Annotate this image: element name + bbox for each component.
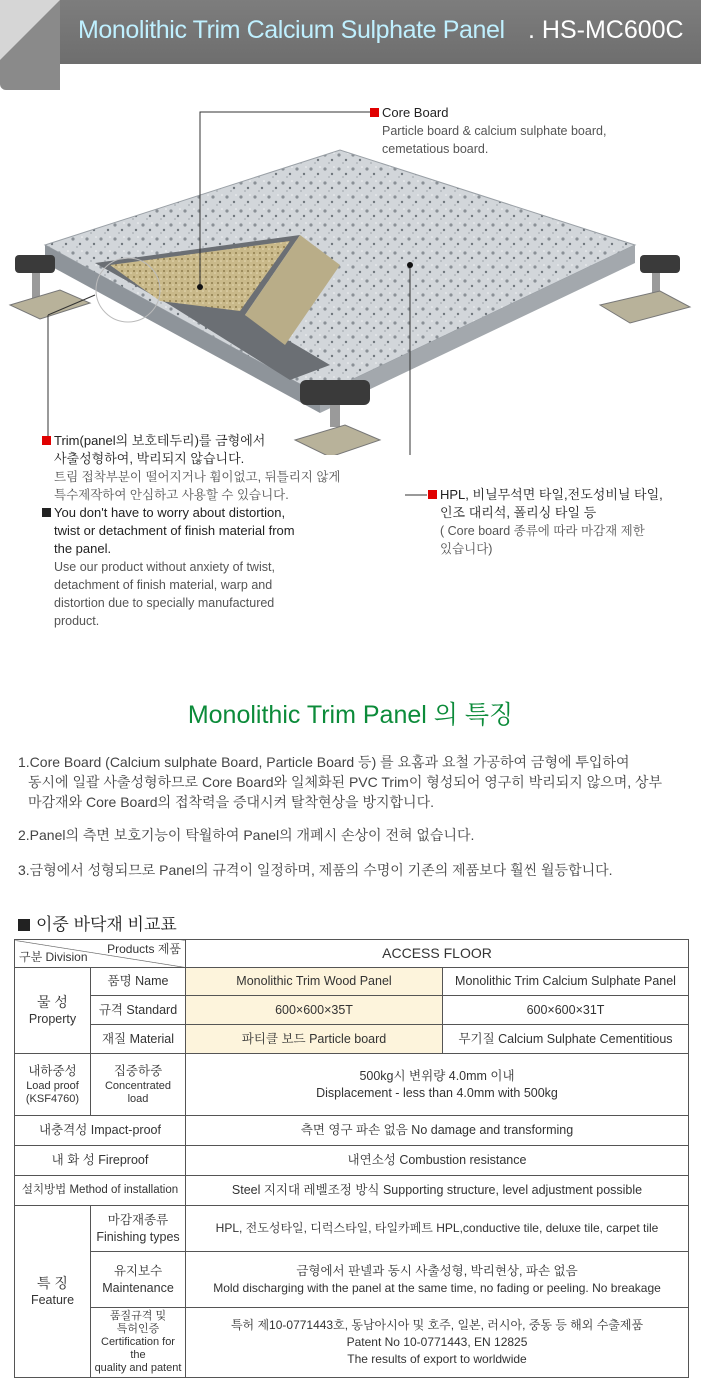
- maintenance-value-2: Mold discharging with the panel at the same time, no fading or peeling. No breakage: [213, 1280, 661, 1295]
- trim-line2: 특수제작하여 안심하고 사용할 수 있습니다.: [54, 488, 289, 502]
- maintenance-value-1: 금형에서 판넬과 동시 사출성형, 박리현상, 파손 없음: [296, 1263, 578, 1278]
- finish-heading2: 인조 대리석, 폴리싱 타일 등: [440, 505, 597, 520]
- trim-en-line1: Use our product without anxiety of twist,: [54, 560, 275, 574]
- feature-item-2: 2.Panel의 측면 보호기능이 탁월하여 Panel의 개폐시 손상이 전혀 없습니다.: [18, 827, 475, 843]
- table-row: [15, 996, 689, 1025]
- material-calcium: 무기질 Calcium Sulphate Cementitious: [443, 1025, 689, 1054]
- red-bullet-icon: [42, 436, 51, 445]
- load-en: Load proof: [26, 1080, 79, 1092]
- black-bullet-icon: [42, 508, 51, 517]
- material-wood: 파티클 보드 Particle board: [186, 1025, 443, 1054]
- cert-en1: Certification for the: [101, 1336, 175, 1361]
- concentrated-ko: 집중하중: [113, 1064, 163, 1078]
- table-title: [18, 910, 177, 935]
- load-ko: 내하중성: [28, 1064, 77, 1078]
- trim-en-heading2: twist or detachment of finish material from: [54, 523, 295, 538]
- table-row: [15, 968, 689, 996]
- cert-value-2: Patent No 10-0771443, EN 12825: [346, 1335, 528, 1349]
- maintenance-cell: [91, 1252, 186, 1308]
- concentrated-value-2: Displacement - less than 4.0mm with 500kg: [316, 1085, 558, 1100]
- install-label: 설치방법 Method of installation: [15, 1176, 186, 1206]
- finish-heading1: HPL, 비닐무석면 타일,전도성비닐 타일,: [440, 487, 663, 502]
- table-row: [15, 1176, 689, 1206]
- fire-value: 내연소성 Combustion resistance: [186, 1146, 689, 1176]
- standard-wood: 600×600×35T: [186, 996, 443, 1025]
- certification-value: [186, 1308, 689, 1378]
- feature-ko: 특 징: [37, 1274, 68, 1291]
- cert-ko2: 특허인증: [116, 1323, 160, 1335]
- feature-item-1-line1: 1.Core Board (Calcium sulphate Board, Particle Board 등) 를 요홈과 요철 가공하여 금형에 투입하여: [18, 754, 630, 770]
- property-ko: 물 성: [37, 993, 68, 1010]
- property-en: Property: [28, 1011, 77, 1026]
- maintenance-value: [186, 1252, 689, 1308]
- fire-label: 내 화 성 Fireproof: [15, 1146, 186, 1176]
- table-title-text: 이중 바닥재 비교표: [36, 915, 177, 934]
- certification-cell: [91, 1308, 186, 1378]
- concentrated-en: Concentrated load: [104, 1080, 172, 1105]
- install-value: Steel 지지대 레벨조정 방식 Supporting structure, level adjustment possible: [186, 1176, 689, 1206]
- table-row: [15, 1252, 689, 1308]
- name-calcium: Monolithic Trim Calcium Sulphate Panel: [443, 968, 689, 996]
- load-proof-cell: [15, 1054, 91, 1116]
- feature-item-1-line2: 동시에 일괄 사출성형하므로 Core Board와 일체화된 PVC Trim이 형성되어 영구히 박리되지 않으며, 상부: [28, 774, 663, 790]
- table-row: [15, 1206, 689, 1252]
- cert-ko1: 품질규격 및: [109, 1310, 167, 1322]
- finish-callout: [428, 486, 698, 558]
- trim-heading1: Trim(panel의 보호테두리)를 금형에서: [54, 433, 266, 448]
- finish-leader: [405, 494, 430, 498]
- corner-division: 구분 Division: [19, 950, 88, 964]
- finish-en: Finishing types: [96, 1229, 180, 1244]
- table-row: [15, 1146, 689, 1176]
- model-number: . HS-MC600C: [528, 16, 684, 44]
- concentrated-value: [186, 1054, 689, 1116]
- trim-en-heading3: the panel.: [54, 541, 112, 556]
- maintenance-en: Maintenance: [102, 1280, 174, 1295]
- corner-products: Products 제품: [107, 942, 181, 956]
- table-row: [15, 1025, 689, 1054]
- impact-value: 측면 영구 파손 없음 No damage and transforming: [186, 1116, 689, 1146]
- cert-en2: quality and patent: [94, 1362, 182, 1374]
- trim-line1: 트림 접착부분이 떨어지거나 휨이없고, 뒤틀리지 않게: [54, 470, 341, 484]
- trim-callout: [42, 432, 342, 630]
- table-row: [15, 1116, 689, 1146]
- trim-en-line4: product.: [54, 614, 100, 628]
- table-row: [15, 940, 689, 968]
- standard-calcium: 600×600×31T: [443, 996, 689, 1025]
- trim-en-heading1: You don't have to worry about distortion,: [54, 505, 286, 520]
- finish-line1: ( Core board 종류에 따라 마감재 제한: [440, 524, 645, 538]
- core-board-line2: cemetatious board.: [382, 142, 489, 156]
- load-std: (KSF4760): [25, 1093, 80, 1105]
- feature-cell: [15, 1206, 91, 1378]
- feature-en: Feature: [30, 1292, 75, 1307]
- impact-label: 내충격성 Impact-proof: [15, 1116, 186, 1146]
- material-label: 재질 Material: [91, 1025, 186, 1054]
- header-corner: [0, 0, 60, 60]
- corner-header: [15, 940, 186, 968]
- access-floor-header: ACCESS FLOOR: [186, 940, 689, 968]
- finish-value: HPL, 전도성타일, 디럭스타일, 타일카페트 HPL,conductive tile, deluxe tile, carpet tile: [186, 1206, 689, 1252]
- concentrated-value-1: 500kg시 변위량 4.0mm 이내: [359, 1068, 515, 1083]
- finish-ko: 마감재종류: [107, 1212, 169, 1227]
- red-bullet-icon: [428, 490, 437, 499]
- square-bullet-icon: [18, 919, 30, 931]
- maintenance-ko: 유지보수: [113, 1263, 163, 1278]
- table-row: [15, 1054, 689, 1116]
- trim-en-line3: distortion due to specially manufactured: [54, 596, 275, 610]
- features-title: Monolithic Trim Panel 의 특징: [187, 701, 514, 729]
- core-board-line1: Particle board & calcium sulphate board,: [382, 124, 607, 138]
- property-cell: [15, 968, 91, 1054]
- trim-heading2: 사출성형하여, 박리되지 않습니다.: [54, 451, 245, 466]
- feature-item-3: 3.금형에서 성형되므로 Panel의 규격이 일정하며, 제품의 수명이 기존의 제품보다 훨씬 월등합니다.: [18, 862, 613, 878]
- core-board-callout: [370, 104, 606, 158]
- concentrated-cell: [91, 1054, 186, 1116]
- trim-en-line2: detachment of finish material, warp and: [54, 578, 273, 592]
- page-title: Monolithic Trim Calcium Sulphate Panel: [78, 16, 505, 44]
- cert-value-3: The results of export to worldwide: [347, 1352, 527, 1366]
- standard-label: 규격 Standard: [91, 996, 186, 1025]
- comparison-table: [14, 939, 689, 1378]
- table-row: [15, 1308, 689, 1378]
- cert-value-1: 특허 제10-0771443호, 동남아시아 및 호주, 일본, 러시아, 중동 등 해외 수출제품: [230, 1318, 644, 1332]
- red-bullet-icon: [370, 108, 379, 117]
- name-wood: Monolithic Trim Wood Panel: [186, 968, 443, 996]
- core-board-heading: Core Board: [382, 105, 449, 120]
- feature-item-1-line3: 마감재와 Core Board의 접착력을 증대시켜 탈착현상을 방지합니다.: [28, 794, 434, 810]
- finish-type-cell: [91, 1206, 186, 1252]
- name-label: 품명 Name: [91, 968, 186, 996]
- feature-item-1: [18, 752, 688, 812]
- finish-line2: 있습니다): [440, 542, 493, 556]
